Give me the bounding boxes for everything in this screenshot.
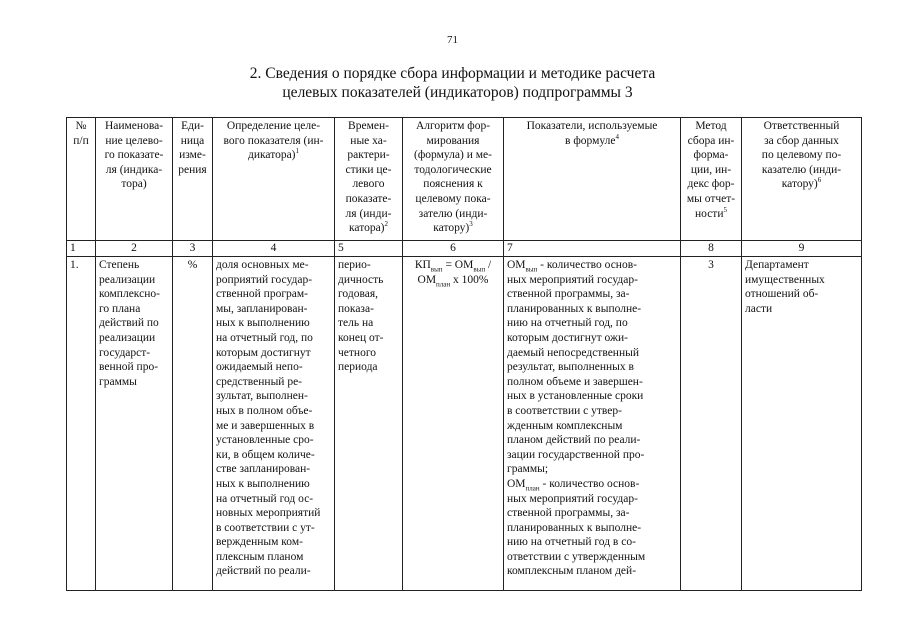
column-number: 4 bbox=[213, 241, 335, 257]
header-formula-indicators: Показатели, используемые в формуле$^4$ bbox=[504, 118, 681, 241]
row-number: 1. bbox=[67, 257, 96, 591]
column-number: 9 bbox=[742, 241, 862, 257]
header-responsible: Ответственный за сбор данных по целевому по- казателю (инди- катору)$^6$ bbox=[742, 118, 862, 241]
table-row bbox=[67, 257, 862, 591]
header-unit: Еди- ница изме- рения bbox=[173, 118, 213, 241]
column-number-row bbox=[67, 241, 862, 257]
column-number: 5 bbox=[335, 241, 403, 257]
column-number: 2 bbox=[96, 241, 173, 257]
header-number: № п/п bbox=[67, 118, 96, 241]
indicator-name: Степень реализации комплексно- го плана действий по реализации государст- венной про- граммы bbox=[96, 257, 173, 591]
header-algorithm: Алгоритм фор- мирования (формула) и ме- тодологические пояснения к целевому пока- зателю (инди- катору)$^3$ bbox=[403, 118, 504, 241]
column-number: 3 bbox=[173, 241, 213, 257]
column-number: 8 bbox=[681, 241, 742, 257]
header-row bbox=[67, 118, 862, 241]
title-line-1: 2. Сведения о порядке сбора информации и методике расчета bbox=[249, 65, 656, 82]
header-indicator-name: Наименова- ние целево- го показате- ля (индика- тора) bbox=[96, 118, 173, 241]
time-characteristics: перио- дичность годовая, показа- тель на конец от- четного периода bbox=[335, 257, 403, 591]
indicators-table bbox=[66, 117, 862, 591]
collection-method: 3 bbox=[681, 257, 742, 591]
responsible-department: Департамент имущественных отношений об- ласти bbox=[742, 257, 862, 591]
header-definition: Определение целе- вого показателя (ин- дикатора)$^1$ bbox=[213, 118, 335, 241]
formula-indicators: $ОМ_{вып}$ - количество основ- ных мероприятий государ- ственной программы, за- планированных к выполне- нию на отчетный год, по которым достигнут ожи- даемый непосредственный результат, выполненных в полном объеме и завершен- ных в установленные сроки в соответствии с утвер- жденным комплексным планом действий по реали- зации государственной про- граммы; $ОМ_{план}$ - количество основ- ных мероприятий государ- ственной программы, за- планированных к выполне- нию на отчетный год в со- ответствии с утвержденным комплексным планом дей- bbox=[504, 257, 681, 591]
calculation-formula: $КП_{вып} = ОМ_{вып}$ / $ОМ_{план}$ х 100% bbox=[403, 257, 504, 591]
indicator-definition: доля основных ме- роприятий государ- ственной програм- мы, запланирован- ных к выполнению на отчетный год, по которым достигнут ожидаемый непо- средственный ре- зультат, выполнен- ных в полном объе- ме и завершенных в установленные сро- ки, в общем количе- стве запланирован- ных к выполнению на отчетный год ос- новных мероприятий в соответствии с ут- вержденным ком- плексным планом действий по реали- bbox=[213, 257, 335, 591]
title-line-2: целевых показателей (индикаторов) подпрограммы 3 bbox=[282, 84, 633, 101]
unit: % bbox=[173, 257, 213, 591]
column-number: 7 bbox=[504, 241, 681, 257]
header-time-characteristics: Времен- ные ха- рактери- стики це- левого показате- ля (инди- катора)$^2$ bbox=[335, 118, 403, 241]
column-number: 6 bbox=[403, 241, 504, 257]
page-number: 71 bbox=[447, 34, 458, 46]
header-collection-method: Метод сбора ин- форма- ции, ин- декс фор- мы отчет- ности$^5$ bbox=[681, 118, 742, 241]
section-title bbox=[0, 64, 905, 102]
column-number: 1 bbox=[67, 241, 96, 257]
